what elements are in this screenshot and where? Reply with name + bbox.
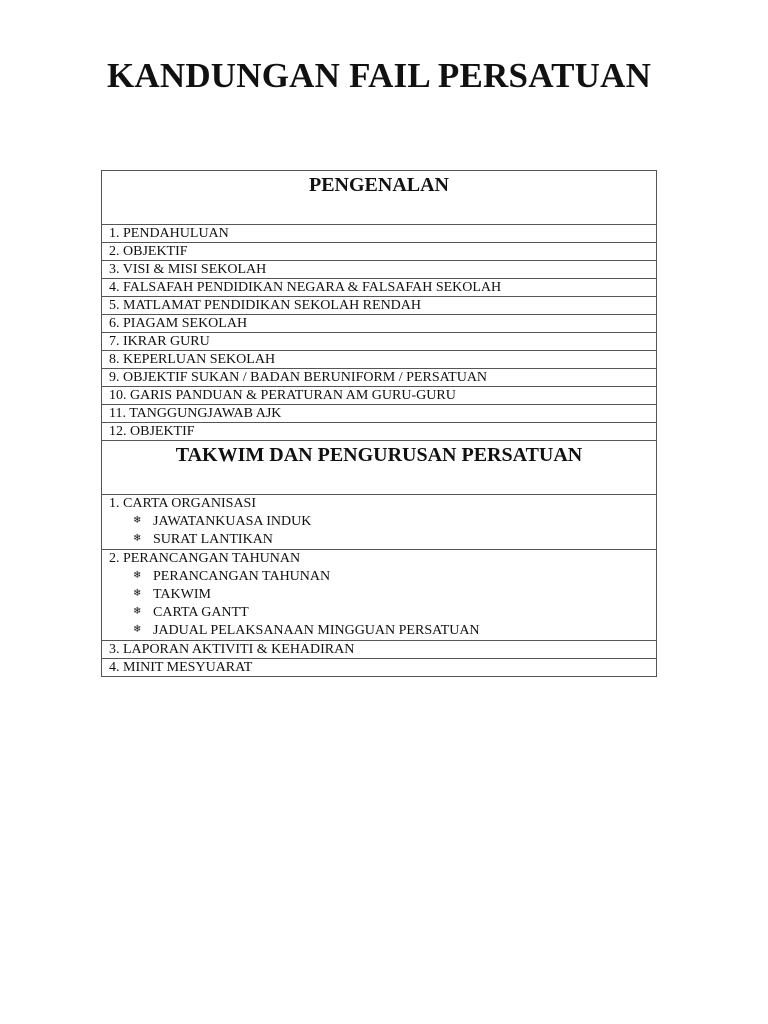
sub-item-text: CARTA GANTT xyxy=(153,605,249,620)
group-label: 3. LAPORAN AKTIVITI & KEHADIRAN xyxy=(109,642,355,657)
list-item: 4. FALSAFAH PENDIDIKAN NEGARA & FALSAFAH SEKOLAH xyxy=(109,280,502,295)
list-item: 5. MATLAMAT PENDIDIKAN SEKOLAH RENDAH xyxy=(109,298,422,313)
list-item: 8. KEPERLUAN SEKOLAH xyxy=(109,352,276,367)
list-item: 2. OBJEKTIF xyxy=(109,244,188,259)
table-row xyxy=(102,387,657,405)
sub-list-item xyxy=(109,586,656,604)
section-heading-row xyxy=(102,171,657,225)
sub-list-item xyxy=(109,568,656,586)
table-row xyxy=(102,405,657,423)
sub-item-text: JAWATANKUASA INDUK xyxy=(153,514,312,529)
list-item: 6. PIAGAM SEKOLAH xyxy=(109,316,248,331)
list-item: 10. GARIS PANDUAN & PERATURAN AM GURU-GURU xyxy=(109,388,456,403)
list-item: 9. OBJEKTIF SUKAN / BADAN BERUNIFORM / PERSATUAN xyxy=(109,370,488,385)
list-item: 7. IKRAR GURU xyxy=(109,334,210,349)
snowflake-bullet-icon: ❄ xyxy=(133,588,142,599)
list-item: 3. VISI & MISI SEKOLAH xyxy=(109,262,267,277)
document-title: KANDUNGAN FAIL PERSATUAN xyxy=(106,56,652,95)
snowflake-bullet-icon: ❄ xyxy=(133,533,142,544)
table-row xyxy=(102,297,657,315)
sub-item-text: PERANCANGAN TAHUNAN xyxy=(153,569,331,584)
table-row xyxy=(102,495,657,550)
snowflake-bullet-icon: ❄ xyxy=(133,624,142,635)
snowflake-bullet-icon: ❄ xyxy=(133,515,142,526)
sub-list-item xyxy=(109,622,656,640)
list-item: 1. PENDAHULUAN xyxy=(109,226,229,241)
group-label: 4. MINIT MESYUARAT xyxy=(109,660,253,675)
table-row xyxy=(102,351,657,369)
section-heading-text: TAKWIM DAN PENGURUSAN PERSATUAN xyxy=(175,444,583,466)
sub-list-item xyxy=(109,513,656,531)
table-row xyxy=(102,369,657,387)
table-row xyxy=(102,279,657,297)
table-row xyxy=(102,550,657,641)
snowflake-bullet-icon: ❄ xyxy=(133,570,142,581)
sub-list-item xyxy=(109,604,656,622)
table-row xyxy=(102,243,657,261)
table-row xyxy=(102,659,657,677)
table-row xyxy=(102,225,657,243)
table-row xyxy=(102,641,657,659)
sub-list xyxy=(109,513,656,549)
section-heading-takwim xyxy=(102,441,657,495)
section-heading-pengenalan xyxy=(102,171,657,225)
table-row xyxy=(102,333,657,351)
snowflake-bullet-icon: ❄ xyxy=(133,606,142,617)
sub-item-text: JADUAL PELAKSANAAN MINGGUAN PERSATUAN xyxy=(153,623,480,638)
section-heading-text: PENGENALAN xyxy=(308,174,449,196)
table-row xyxy=(102,261,657,279)
sub-item-text: TAKWIM xyxy=(153,587,211,602)
table-row xyxy=(102,315,657,333)
table-row xyxy=(102,423,657,441)
list-item: 12. OBJEKTIF xyxy=(109,424,195,439)
sub-list-item xyxy=(109,531,656,549)
group-label: 2. PERANCANGAN TAHUNAN xyxy=(109,551,301,566)
group-label: 1. CARTA ORGANISASI xyxy=(109,496,256,511)
list-item: 11. TANGGUNGJAWAB AJK xyxy=(109,406,282,421)
section-heading-row xyxy=(102,441,657,495)
contents-table xyxy=(101,170,657,677)
sub-list xyxy=(109,568,656,640)
sub-item-text: SURAT LANTIKAN xyxy=(153,532,273,547)
